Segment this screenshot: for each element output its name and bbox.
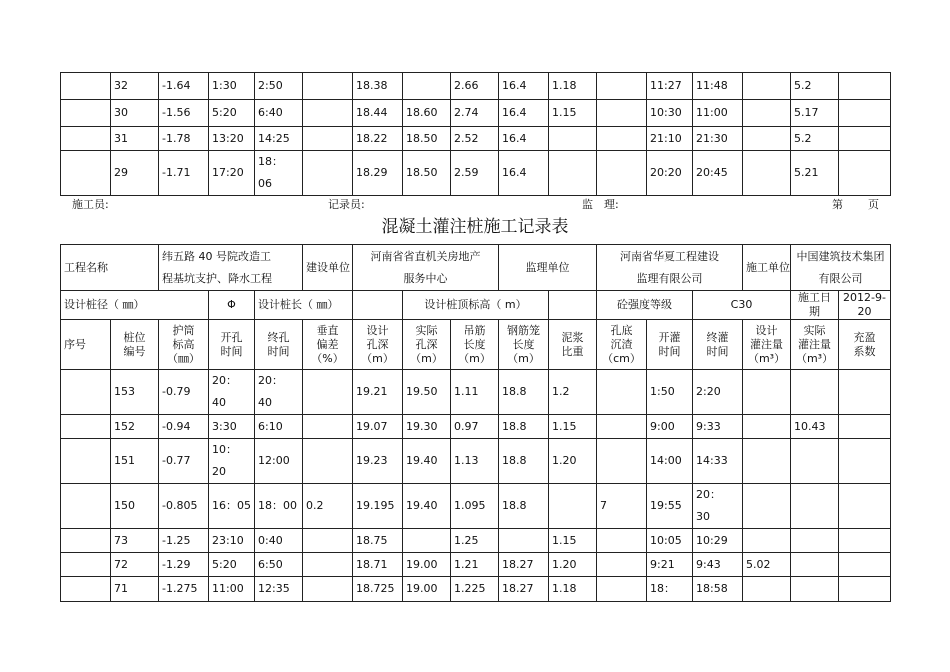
top-elev-label: 设计桩顶标高（ m） xyxy=(403,291,549,320)
pile-record-cell: 0:40 xyxy=(255,529,303,553)
diameter-value: Φ xyxy=(209,291,255,320)
top-table-cell: 5.21 xyxy=(791,151,839,196)
pile-record-table xyxy=(60,244,891,602)
pile-record-cell xyxy=(61,439,111,484)
pile-record-cell: -1.275 xyxy=(159,577,209,602)
column-header: 垂直 偏差 （%） xyxy=(303,320,353,370)
top-table-row xyxy=(61,127,891,151)
pile-record-cell: 18.27 xyxy=(499,553,549,577)
column-header: 钢筋笼 长度 （m） xyxy=(499,320,549,370)
pile-record-cell xyxy=(743,415,791,439)
project-info-row xyxy=(61,245,891,291)
pile-record-cell xyxy=(499,529,549,553)
top-table-cell: 18.50 xyxy=(403,127,451,151)
pile-record-cell: 23:10 xyxy=(209,529,255,553)
pile-record-cell xyxy=(597,439,647,484)
project-label: 工程名称 xyxy=(61,245,159,291)
pile-record-cell: 18.71 xyxy=(353,553,403,577)
pile-record-cell xyxy=(549,484,597,529)
top-table-cell: 30 xyxy=(111,100,159,127)
pile-record-cell: 14:33 xyxy=(693,439,743,484)
pile-record-cell: 19.00 xyxy=(403,553,451,577)
pile-record-cell: 12:35 xyxy=(255,577,303,602)
pile-record-cell xyxy=(303,415,353,439)
column-header: 充盈 系数 xyxy=(839,320,891,370)
top-table-cell: 16.4 xyxy=(499,100,549,127)
pile-record-cell xyxy=(743,484,791,529)
pile-record-cell: 1.20 xyxy=(549,439,597,484)
top-table-cell: 14:25 xyxy=(255,127,303,151)
pile-record-cell: 9:43 xyxy=(693,553,743,577)
pile-record-cell: -1.25 xyxy=(159,529,209,553)
diameter-label: 设计桩径（ ㎜） xyxy=(61,291,209,320)
design-info-row xyxy=(61,291,891,320)
pile-record-cell: 7 xyxy=(597,484,647,529)
top-table-cell: 18： 06 xyxy=(255,151,303,196)
top-table-cell xyxy=(61,127,111,151)
pile-record-cell: 18.75 xyxy=(353,529,403,553)
pile-record-cell xyxy=(839,415,891,439)
pile-record-cell: 19.195 xyxy=(353,484,403,529)
top-table-cell xyxy=(549,127,597,151)
top-table-cell xyxy=(403,73,451,100)
top-table-cell xyxy=(743,127,791,151)
top-table-cell xyxy=(839,151,891,196)
contractor-label: 施工单位 xyxy=(743,245,791,291)
pile-record-cell: 19.23 xyxy=(353,439,403,484)
pile-record-cell: 18.8 xyxy=(499,415,549,439)
pile-record-cell xyxy=(597,577,647,602)
document-title: 混凝土灌注桩施工记录表 xyxy=(381,217,569,237)
pile-record-cell xyxy=(303,439,353,484)
pile-record-row xyxy=(61,370,891,415)
pile-record-cell: 19.21 xyxy=(353,370,403,415)
top-table-cell: 18.38 xyxy=(353,73,403,100)
pile-record-cell: 0.97 xyxy=(451,415,499,439)
column-header-row xyxy=(61,320,891,370)
page-prefix: 第 xyxy=(832,198,843,211)
top-table-cell xyxy=(549,151,597,196)
top-table-cell: 1.18 xyxy=(549,73,597,100)
pile-record-cell: 18.27 xyxy=(499,577,549,602)
column-header: 孔底 沉渣 （cm） xyxy=(597,320,647,370)
pile-record-cell: 18.8 xyxy=(499,484,549,529)
pile-record-cell xyxy=(61,577,111,602)
pile-record-cell: 1.13 xyxy=(451,439,499,484)
pile-record-cell xyxy=(303,370,353,415)
grade-value: C30 xyxy=(693,291,791,320)
pile-record-cell: 19.40 xyxy=(403,439,451,484)
column-header: 泥浆 比重 xyxy=(549,320,597,370)
column-header: 终孔 时间 xyxy=(255,320,303,370)
pile-record-cell: 1.21 xyxy=(451,553,499,577)
top-table-cell: 1.15 xyxy=(549,100,597,127)
top-table-cell xyxy=(839,100,891,127)
pile-record-cell: 10.43 xyxy=(791,415,839,439)
top-table-cell: 18.50 xyxy=(403,151,451,196)
column-header: 终灌 时间 xyxy=(693,320,743,370)
pile-record-cell: 18： xyxy=(647,577,693,602)
pile-record-row xyxy=(61,577,891,602)
top-table-row xyxy=(61,73,891,100)
pile-record-cell xyxy=(839,484,891,529)
top-table-cell xyxy=(61,100,111,127)
top-table-cell: 18.44 xyxy=(353,100,403,127)
project-value: 纬五路 40 号院改造工 程基坑支护、降水工程 xyxy=(159,245,303,291)
top-elev-value xyxy=(549,291,597,320)
pile-record-cell: 73 xyxy=(111,529,159,553)
top-table-cell: 2.59 xyxy=(451,151,499,196)
pile-record-cell: 152 xyxy=(111,415,159,439)
top-table-cell: 21:30 xyxy=(693,127,743,151)
top-table-cell: 18.60 xyxy=(403,100,451,127)
pile-record-cell xyxy=(839,553,891,577)
top-table-cell: 21:10 xyxy=(647,127,693,151)
top-table-cell: 20:45 xyxy=(693,151,743,196)
top-table-cell xyxy=(303,100,353,127)
pile-record-cell: 1.20 xyxy=(549,553,597,577)
top-table-cell xyxy=(61,73,111,100)
top-table-cell xyxy=(303,151,353,196)
top-table-cell: 31 xyxy=(111,127,159,151)
contractor-value: 中国建筑技术集团 有限公司 xyxy=(791,245,891,291)
pile-record-cell: 6:10 xyxy=(255,415,303,439)
pile-record-cell xyxy=(839,577,891,602)
column-header: 吊筋 长度 （m） xyxy=(451,320,499,370)
pile-record-cell: 9:00 xyxy=(647,415,693,439)
pile-record-cell: 1.18 xyxy=(549,577,597,602)
pile-record-cell: 6:50 xyxy=(255,553,303,577)
column-header: 序号 xyxy=(61,320,111,370)
pile-record-cell: 19.07 xyxy=(353,415,403,439)
top-table-cell: 16.4 xyxy=(499,151,549,196)
date-value: 2012-9-20 xyxy=(839,291,891,320)
pile-record-row xyxy=(61,484,891,529)
pile-record-cell: 1:50 xyxy=(647,370,693,415)
pile-record-cell: 1.095 xyxy=(451,484,499,529)
pile-record-cell xyxy=(597,553,647,577)
column-header: 设计 灌注量 （m³） xyxy=(743,320,791,370)
top-table-cell: 11:00 xyxy=(693,100,743,127)
pile-record-cell xyxy=(743,529,791,553)
pile-record-cell: 0.2 xyxy=(303,484,353,529)
pile-record-cell: 14:00 xyxy=(647,439,693,484)
pile-record-cell: 10:05 xyxy=(647,529,693,553)
column-header: 开孔 时间 xyxy=(209,320,255,370)
pile-record-cell: 1.25 xyxy=(451,529,499,553)
pile-record-cell xyxy=(791,484,839,529)
pile-record-cell: 72 xyxy=(111,553,159,577)
pile-record-cell xyxy=(597,529,647,553)
top-table-cell: 2.66 xyxy=(451,73,499,100)
pile-record-cell xyxy=(791,529,839,553)
pile-record-cell: 19.00 xyxy=(403,577,451,602)
pile-record-cell xyxy=(597,370,647,415)
column-header: 桩位 编号 xyxy=(111,320,159,370)
top-table-cell: 11:48 xyxy=(693,73,743,100)
pile-record-cell xyxy=(303,577,353,602)
pile-record-cell xyxy=(403,529,451,553)
pile-record-cell xyxy=(791,577,839,602)
pile-record-cell: -0.77 xyxy=(159,439,209,484)
pile-record-row xyxy=(61,529,891,553)
page-suffix: 页 xyxy=(868,198,879,211)
top-table-cell: 18.22 xyxy=(353,127,403,151)
top-table-cell: 5.2 xyxy=(791,73,839,100)
top-table-cell: 16.4 xyxy=(499,127,549,151)
pile-record-cell xyxy=(743,370,791,415)
grade-label: 砼强度等级 xyxy=(597,291,693,320)
pile-record-cell xyxy=(303,553,353,577)
supervisor-signature-label: 监 理: xyxy=(582,198,619,211)
pile-record-cell: 18.8 xyxy=(499,439,549,484)
pile-record-cell: 1.15 xyxy=(549,415,597,439)
pile-record-cell: 18：00 xyxy=(255,484,303,529)
pile-record-cell: 151 xyxy=(111,439,159,484)
pile-record-cell: 10:29 xyxy=(693,529,743,553)
pile-record-cell xyxy=(61,553,111,577)
top-table-cell: 5.2 xyxy=(791,127,839,151)
top-table-cell: -1.56 xyxy=(159,100,209,127)
column-header: 开灌 时间 xyxy=(647,320,693,370)
pile-record-cell: -0.79 xyxy=(159,370,209,415)
pile-record-cell xyxy=(839,529,891,553)
top-table-cell: -1.78 xyxy=(159,127,209,151)
pile-record-cell: 1.225 xyxy=(451,577,499,602)
top-table-row xyxy=(61,100,891,127)
top-table-cell: 5:20 xyxy=(209,100,255,127)
pile-record-cell: 18.8 xyxy=(499,370,549,415)
top-table-cell: -1.71 xyxy=(159,151,209,196)
top-table-cell xyxy=(597,73,647,100)
column-header: 实际 孔深 （m） xyxy=(403,320,451,370)
pile-record-cell: 18:58 xyxy=(693,577,743,602)
pile-record-cell xyxy=(791,553,839,577)
pile-record-cell: 10： 20 xyxy=(209,439,255,484)
top-table-cell xyxy=(597,151,647,196)
length-label: 设计桩长（ ㎜） xyxy=(255,291,353,320)
top-table-cell: 13:20 xyxy=(209,127,255,151)
top-table-row xyxy=(61,151,891,196)
top-table-cell xyxy=(839,127,891,151)
top-table-cell xyxy=(743,73,791,100)
pile-record-row xyxy=(61,415,891,439)
top-table-cell: 16.4 xyxy=(499,73,549,100)
pile-record-cell: 150 xyxy=(111,484,159,529)
top-table-cell xyxy=(743,100,791,127)
pile-record-cell: 5.02 xyxy=(743,553,791,577)
pile-record-cell: 20： 40 xyxy=(255,370,303,415)
pile-record-cell xyxy=(743,439,791,484)
pile-record-cell: 71 xyxy=(111,577,159,602)
top-table-cell: 5.17 xyxy=(791,100,839,127)
builder-value: 河南省省直机关房地产 服务中心 xyxy=(353,245,499,291)
pile-record-cell xyxy=(61,529,111,553)
pile-record-cell xyxy=(61,415,111,439)
pile-record-cell xyxy=(743,577,791,602)
pile-record-cell xyxy=(61,484,111,529)
date-label: 施工日期 xyxy=(791,291,839,320)
column-header: 实际 灌注量 （m³） xyxy=(791,320,839,370)
top-table-cell xyxy=(597,127,647,151)
pile-record-cell: 1.2 xyxy=(549,370,597,415)
pile-record-cell xyxy=(597,415,647,439)
pile-record-cell: 12:00 xyxy=(255,439,303,484)
supervision-value: 河南省华夏工程建设 监理有限公司 xyxy=(597,245,743,291)
pile-record-cell: 19:55 xyxy=(647,484,693,529)
top-table-cell: 29 xyxy=(111,151,159,196)
pile-record-cell: 1.11 xyxy=(451,370,499,415)
top-table-cell: 10:30 xyxy=(647,100,693,127)
pile-record-cell xyxy=(839,439,891,484)
pile-record-cell: 3:30 xyxy=(209,415,255,439)
pile-record-cell xyxy=(839,370,891,415)
pile-record-cell: 5:20 xyxy=(209,553,255,577)
top-table-cell: 2.52 xyxy=(451,127,499,151)
top-table-cell: 2.74 xyxy=(451,100,499,127)
pile-record-cell: -0.805 xyxy=(159,484,209,529)
top-table-cell: -1.64 xyxy=(159,73,209,100)
top-table-cell xyxy=(61,151,111,196)
pile-record-cell: 20： 40 xyxy=(209,370,255,415)
recorder-signature-label: 记录员: xyxy=(328,198,365,211)
top-continuation-table xyxy=(60,72,891,196)
top-table-cell: 2:50 xyxy=(255,73,303,100)
pile-record-cell: 9:21 xyxy=(647,553,693,577)
top-table-cell: 11:27 xyxy=(647,73,693,100)
builder-label: 建设单位 xyxy=(303,245,353,291)
pile-record-cell: 19.50 xyxy=(403,370,451,415)
top-table-cell: 6:40 xyxy=(255,100,303,127)
top-table-cell xyxy=(743,151,791,196)
top-table-cell: 1:30 xyxy=(209,73,255,100)
pile-record-cell: 2:20 xyxy=(693,370,743,415)
worker-signature-label: 施工员: xyxy=(72,198,109,211)
top-table-cell: 17:20 xyxy=(209,151,255,196)
pile-record-cell: 19.40 xyxy=(403,484,451,529)
pile-record-cell: 18.725 xyxy=(353,577,403,602)
pile-record-row xyxy=(61,439,891,484)
pile-record-cell: -0.94 xyxy=(159,415,209,439)
pile-record-cell: 16：05 xyxy=(209,484,255,529)
top-table-cell xyxy=(839,73,891,100)
pile-record-cell xyxy=(791,439,839,484)
top-table-cell xyxy=(303,127,353,151)
column-header: 设计 孔深 （m） xyxy=(353,320,403,370)
pile-record-cell xyxy=(791,370,839,415)
pile-record-cell: 153 xyxy=(111,370,159,415)
pile-record-cell: 19.30 xyxy=(403,415,451,439)
pile-record-cell xyxy=(303,529,353,553)
pile-record-cell xyxy=(61,370,111,415)
pile-record-cell: 1.15 xyxy=(549,529,597,553)
top-table-cell xyxy=(597,100,647,127)
top-table-cell: 18.29 xyxy=(353,151,403,196)
pile-record-cell: 20： 30 xyxy=(693,484,743,529)
length-value xyxy=(353,291,403,320)
supervision-label: 监理单位 xyxy=(499,245,597,291)
pile-record-row xyxy=(61,553,891,577)
top-table-cell: 32 xyxy=(111,73,159,100)
top-table-cell xyxy=(303,73,353,100)
pile-record-cell: 9:33 xyxy=(693,415,743,439)
top-table-cell: 20:20 xyxy=(647,151,693,196)
column-header: 护筒 标高 （㎜） xyxy=(159,320,209,370)
pile-record-cell: 11:00 xyxy=(209,577,255,602)
pile-record-cell: -1.29 xyxy=(159,553,209,577)
